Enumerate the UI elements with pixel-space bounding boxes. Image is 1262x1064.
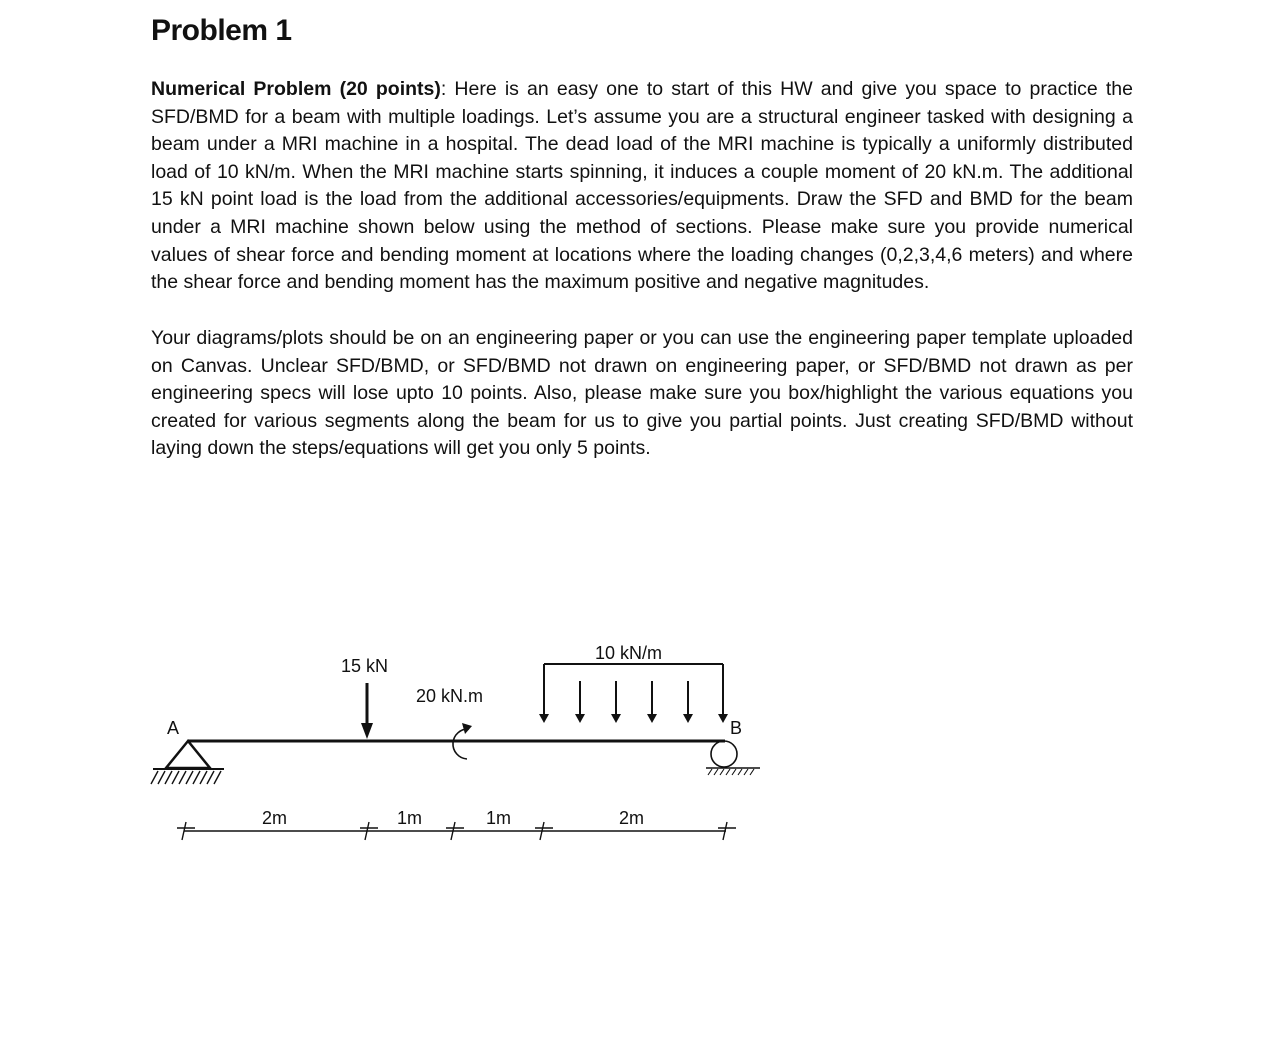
couple-moment-arrowhead <box>462 723 472 734</box>
problem-statement-paragraph <box>151 76 1133 297</box>
dimension-line <box>177 822 736 840</box>
distributed-load-arrowheads <box>539 714 728 723</box>
couple-moment-arc <box>453 729 469 759</box>
udl-label: 10 kN/m <box>595 643 663 663</box>
moment-label: 20 kN.m <box>416 686 484 706</box>
roller-support-b <box>706 741 760 775</box>
page-title: Problem 1 <box>151 14 292 47</box>
support-a-label: A <box>167 718 180 738</box>
support-b-label: B <box>730 718 743 738</box>
beam-figure <box>140 630 780 850</box>
dimension-label-3: 1m <box>486 808 512 828</box>
dimension-label-4: 2m <box>619 808 645 828</box>
dimension-label-1: 2m <box>262 808 288 828</box>
problem-lead: Numerical Problem (20 points) <box>151 78 441 100</box>
pin-support-a <box>151 741 224 784</box>
dimension-label-2: 1m <box>397 808 423 828</box>
problem-body: : Here is an easy one to start of this HW and give you space to practice the SFD/BMD for a beam with multiple loadings. Let’s assume you are a structural engineer tasked with designing a beam under a MRI machine in a hospital. The dead load of the MRI machine is typically a uniformly distributed load of 10 kN/m. When the MRI machine starts spinning, it induces a couple moment of 20 kN.m. The additional 15 kN point load is the load from the additional accessories/equipments. Draw the SFD and BMD for the beam under a MRI machine shown below using the method of sections. Please make sure you provide numerical values of shear force and bending moment at locations where the loading changes (0,2,3,4,6 meters) and where the shear force and bending moment has the maximum positive and negative magnitudes. <box>151 78 1133 294</box>
distributed-load <box>544 664 723 716</box>
instructions-paragraph: Your diagrams/plots should be on an engineering paper or you can use the engineering paper template uploaded on Canvas. Unclear SFD/BMD, or SFD/BMD not drawn on engineering paper, or SFD/BMD not drawn as per engineering specs will lose upto 10 points. Also, please make sure you box/highlight the various equations you created for various segments along the beam for us to give you partial points. Just creating SFD/BMD without laying down the steps/equations will get you only 5 points. <box>151 327 1133 460</box>
point-load-label: 15 kN <box>341 656 389 676</box>
beam-diagram <box>140 630 780 850</box>
point-load-arrow <box>361 683 373 739</box>
